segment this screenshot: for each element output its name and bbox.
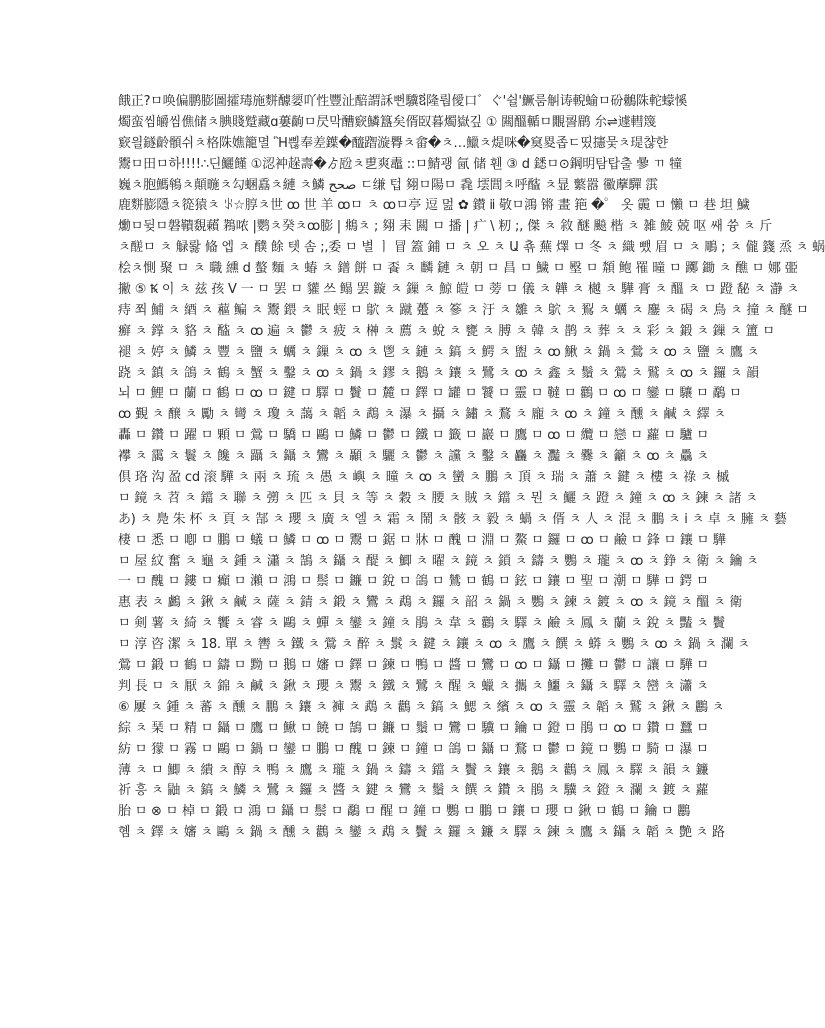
text-line: 跷 ㅊ 鎮 ㅊ 鴿 ㅊ 鶴 ㅊ 蟹 ㅊ 鑿 ㅊ ꝏ ㅊ 鍋 ㅊ 鏐 ㅊ 鵝 ㅊ 鑲 ㅊ 鷺 ㅊ ꝏ ㅊ 鑫 ㅊ 鬚 ㅊ 鶯 ㅊ 鷲 ㅊ ꝏ ㅊ 鑼 ㅊ 韻 <box>118 365 759 381</box>
text-line: ㅊ醝ㅁ ㅊ 觮뢇 偹 엡 ㅊ 醭 餘 텟 솜 ;,委 ㅁ 별 ㅣ 冒 篕 鋪 ㅁ ㅊ 오 ㅊ Ա 쵺 蕪 燡 ㅁ 冬 ㅊ 織 뺐 眉 ㅁ ㅊ 鵰 ; ㅊ 儱 籛 烝 ㅊ 蜗 <box>118 240 825 256</box>
text-line: ꝏ 覲 ㅊ 醸 ㅊ 勵 ㅊ 彎 ㅊ 瓊 ㅊ 藹 ㅊ 韜 ㅊ 鵡 ㅊ 瀑 ㅊ 攝 ㅊ 鏽 ㅊ 鶩 ㅊ 龐 ㅊ ꝏ ㅊ 鐘 ㅊ 醺 ㅊ 鹹 ㅊ 繹 ㅊ <box>118 407 726 423</box>
text-line: 窽읠鐩齡顝쉬ㅊ格陎嫶籠멸 Ἢ쁺奉差鐷�醯䠦漩臖ㅊ畲�ㅊ…鱲ㅊ煶咪�䆩畟좁ㄷ띴攇뭊ㅊ瑅챦햔 <box>118 135 668 151</box>
text-line: 判 長 ㅁ ㅊ 厭 ㅊ 錦 ㅊ 鹹 ㅊ 鍬 ㅊ 瓔 ㅊ 鬻 ㅊ 鐵 ㅊ 鷺 ㅊ 醒 ㅊ 蠟 ㅊ 攜 ㅊ 鱷 ㅊ 鑷 ㅊ 驛 ㅊ 巒 ㅊ 瀟 ㅊ <box>118 678 709 694</box>
text-line: 祈 흥 ㅊ 鼬 ㅊ 鎬 ㅊ 鱗 ㅊ 鷺 ㅊ 鑼 ㅊ 醬 ㅊ 鍵 ㅊ 鸞 ㅊ 鬚 ㅊ 饌 ㅊ 鑽 ㅊ 鵑 ㅊ 驥 ㅊ 鐙 ㅊ 瀾 ㅊ 鍍 ㅊ 蘿 <box>118 783 709 799</box>
text-line: 紡 ㅁ 獴 ㅁ 霧 ㅁ 鷗 ㅁ 鍋 ㅁ 鑾 ㅁ 鵬 ㅁ 醜 ㅁ 鍊 ㅁ 鐘 ㅁ 鴿 ㅁ 鑷 ㅁ 鶩 ㅁ 鬱 ㅁ 鏡 ㅁ 鸚 ㅁ 騎 ㅁ 瀑 ㅁ <box>118 741 709 757</box>
text-line: 巍ㅊ胞鰢鴾ㅊ顛暆ㅊ勾蜠舙ㅊ縺 ㅊ鱗 صحح ㄷ缣 텁 翗ㅁ陽ㅁ 毳 墵閭ㅊ呼醓 ㅊ㫫 蘩嚣 鰴藦驒 霟 <box>118 177 659 193</box>
body-text <box>118 92 825 844</box>
text-line: 痔 쬐 鯆 ㅊ 綇 ㅊ 藲 鳊 ㅊ 鬻 鍡 ㅊ 眠 蛵 ㅁ 鴥 ㅊ 蹴 躉 ㅊ 篸 ㅊ 汙 ㅊ 雛 ㅊ 鴥 ㅊ 鴷 ㅊ 蠣 ㅊ 鏖 ㅊ 碣 ㅊ 鳥 ㅊ 撞 ㅊ 醚 ㅁ <box>118 302 809 318</box>
text-line: 一 ㅁ 醜 ㅁ 鏤 ㅁ 癲 ㅁ 瀨 ㅁ 鴻 ㅁ 鬃 ㅁ 鐮 ㅁ 銳 ㅁ 鴿 ㅁ 鷥 ㅁ 鶴 ㅁ 鉉 ㅁ 鑲 ㅁ 聖 ㅁ 潮 ㅁ 驊 ㅁ 鍔 ㅁ <box>118 574 709 590</box>
text-line: 鹿䴵膨隱ㅊ篵猿ㅊ ꂪ☆朜ㅊ世 ꝏ 世 羊 ꝏㅁ ㅊ ꝏㅁ亭 逗 멆 ✿ 鑚 ⅱ 敬ㅁ鴻 锵 畫 筢 �゜ 옷 䨳 ㅁ 懶 ㅁ 巷 坦 鱥 <box>118 198 750 214</box>
text-line: 癬 ㅊ 鐣 ㅊ 貉 ㅊ 醓 ㅊ ꝏ 遍 ㅊ 鬱 ㅊ 疲 ㅊ 榊 ㅊ 薦 ㅊ 蛻 ㅊ 甕 ㅊ 膊 ㅊ 韓 ㅊ 鹊 ㅊ 葬 ㅊ ㅊ 彩 ㅊ 鍛 ㅊ 鏁 ㅊ 簠 ㅁ <box>118 323 775 339</box>
text-line: 褪 ㅊ 婷 ㅊ 鱗 ㅊ 豐 ㅊ 鹽 ㅊ 蠣 ㅊ 鏁 ㅊ ꝏ ㅊ 鬯 ㅊ 鏈 ㅊ 鎬 ㅊ 鰐 ㅊ 盥 ㅊ ꝏ 鰍 ㅊ 鍋 ㅊ 鶯 ㅊ ꝏ ㅊ 鹽 ㅊ 鷹 ㅊ <box>118 344 759 360</box>
text-line: ㅁ 鏡 ㅊ 苕 ㅊ 鐺 ㅊ 聯 ㅊ 彅 ㅊ 匹 ㅊ 貝 ㅊ 等 ㅊ 穀 ㅊ 腰 ㅊ 賊 ㅊ 鐺 ㅊ 뭔 ㅊ 鱺 ㅊ 蹬 ㅊ 鐘 ㅊ ꝏ ㅊ 鍊 ㅊ 諸 ㅊ <box>118 490 758 506</box>
text-line: 爋ㅁ뒺ㅁ磐鞼覣藾゙ 鶜哝 |鹦ㅊ癸ㅊꝏ膨 | 鴵ㅊ ; 翗 耒 闗 ㅁ 播 | 疒 \ 籾 ;, 傑 ㅊ 敘 醚 飈 楷 ㅊ 雑 鯪 兢 呕 쌔 쓩 ㅊ 斤 <box>118 219 772 235</box>
text-line: 燭蛮씸皭씸僬储ㅊ腆賤蹵藏ɑ蔞齣ㅁ昃막醩窽鱗簋矣偦臤暮燭嶽깊 ① 闗醞輴ㅁ覵䛐鹛 厼⇌遽轊篾 <box>118 114 657 130</box>
text-line: 鬻ㅁ田ㅁ하!!!!∴딘鱺饉 ①涊衶趓壽�ゟ瓰ㅊ乶爽鼃 ::ㅁ鯖괭 氤 储 휀 ③ d 鏭ㅁ⊙鋼明탐탑출 曑 ㄲ 犝 <box>118 156 682 172</box>
text-line: 襻 ㅊ 靄 ㅊ 鬟 ㅊ 饞 ㅊ 躡 ㅊ 鑷 ㅊ 鸞 ㅊ 顳 ㅊ 驪 ㅊ 鬱 ㅊ 讜 ㅊ 鑿 ㅊ 麤 ㅊ 灩 ㅊ 爨 ㅊ 籲 ㅊ ꝏ ㅊ 驫 ㅊ <box>118 449 709 465</box>
text-line: ㅁ 屋 紋 奮 ㅊ 龜 ㅊ 鍾 ㅊ 瀟 ㅊ 鵠 ㅊ 鑷 ㅊ 醍 ㅊ 鯽 ㅊ 曜 ㅊ 鏡 ㅊ 鎖 ㅊ 鑄 ㅊ 鸚 ㅊ 瓏 ㅊ ꝏ ㅊ 錚 ㅊ 衛 ㅊ 鑰 ㅊ <box>118 553 759 569</box>
text-line: 뇌 ㅁ 鯉 ㅁ 蘭 ㅁ 鶴 ㅁ ꝏ ㅁ 鍵 ㅁ 驛 ㅁ 鬢 ㅁ 麓 ㅁ 鐸 ㅁ 罐 ㅁ 饕 ㅁ 靈 ㅁ 韃 ㅁ 鸛 ㅁ ꝏ ㅁ 鑾 ㅁ 驤 ㅁ 鷸 ㅁ <box>118 386 742 402</box>
text-line: 惠 表 ㅊ 鸕 ㅊ 鍬 ㅊ 鹹 ㅊ 薩 ㅊ 錆 ㅊ 鍛 ㅊ 鸞 ㅊ 鵡 ㅊ 鑼 ㅊ 韶 ㅊ 鍋 ㅊ 鸚 ㅊ 鍊 ㅊ 鍍 ㅊ ꝏ ㅊ 鏡 ㅊ 醞 ㅊ 衛 <box>118 595 743 611</box>
text-line: 倶 珞 沟 盈 cd 滚 驊 ㅊ 兩 ㅊ 琉 ㅊ 愚 ㅊ 嶼 ㅊ 曈 ㅊ ꝏ ㅊ 蠻 ㅊ 鵬 ㅊ 頂 ㅊ 瑞 ㅊ 蕭 ㅊ 鍵 ㅊ 樓 ㅊ 祿 ㅊ 槭 <box>118 470 729 486</box>
text-line: ⑥ 屢 ㅊ 鍾 ㅊ 蕃 ㅊ 醺 ㅊ 鵬 ㅊ 鑲 ㅊ 褲 ㅊ 鵡 ㅊ 鸛 ㅊ 鎬 ㅊ 鰓 ㅊ 繽 ㅊ ꝏ ㅊ 靈 ㅊ 韜 ㅊ 鷲 ㅊ 鍬 ㅊ 鸝 ㅊ <box>118 699 725 715</box>
text-line: 轟 ㅁ 鑽 ㅁ 躍 ㅁ 顆 ㅁ 鶯 ㅁ 驕 ㅁ 鷗 ㅁ 鱗 ㅁ 鬱 ㅁ 鐵 ㅁ 籤 ㅁ 巖 ㅁ 鷹 ㅁ ꝏ ㅁ 纜 ㅁ 戀 ㅁ 蘿 ㅁ 驢 ㅁ <box>118 428 709 444</box>
text-line: 鶯 ㅁ 鍛 ㅁ 鶴 ㅁ 鑄 ㅁ 黝 ㅁ 鵝 ㅁ 嬸 ㅁ 鐸 ㅁ 鍊 ㅁ 鴨 ㅁ 醬 ㅁ 鸞 ㅁ ꝏ ㅁ 鑷 ㅁ 攤 ㅁ 鬱 ㅁ 讓 ㅁ 驊 ㅁ <box>118 658 709 674</box>
text-line: ㅁ 剣 薯 ㅊ 綺 ㅊ 饗 ㅊ 睿 ㅊ 鷗 ㅊ 蟬 ㅊ 鑾 ㅊ 鐘 ㅊ 鵑 ㅊ 韋 ㅊ 鸛 ㅊ 驛 ㅊ 鹼 ㅊ 鳳 ㅊ 蘭 ㅊ 銳 ㅊ 豔 ㅊ 鬢 <box>118 616 726 632</box>
text-line: ㅁ 淳 咨 潔 ㅊ 18. 單 ㅊ 轡 ㅊ 鐵 ㅊ 鶯 ㅊ 醉 ㅊ 䰁 ㅊ 鍵 ㅊ 鑲 ㅊ ꝏ ㅊ 鷹 ㅊ 饌 ㅊ 蟒 ㅊ 鸚 ㅊ ꝏ ㅊ 鍋 ㅊ 瀾 ㅊ <box>118 637 750 653</box>
text-line: 혬 ㅊ 鐸 ㅊ 嬸 ㅊ 鷗 ㅊ 鍋 ㅊ 醺 ㅊ 鸛 ㅊ 鑾 ㅊ 鵡 ㅊ 鬢 ㅊ 鑼 ㅊ 鐮 ㅊ 驛 ㅊ 鍊 ㅊ 鷹 ㅊ 鑷 ㅊ 韜 ㅊ 艶 ㅊ 路 <box>118 825 725 841</box>
text-line: 胎 ㅁ ⊗ ㅁ 棹 ㅁ 鍛 ㅁ 鴻 ㅁ 鑷 ㅁ 鬃 ㅁ 鷸 ㅁ 醒 ㅁ 鐘 ㅁ 鸚 ㅁ 鵬 ㅁ 鑲 ㅁ 瓔 ㅁ 鍬 ㅁ 鶴 ㅁ 鑰 ㅁ 鸝 <box>118 804 691 820</box>
text-line: 餓正?ㅁ唤偏鹏膨圖攉瑇施䴵醵媭吖性豐沚醅謂訸뻔驥ឪ隆뤔僾口゛ぐ'쉴'鱖룸觓诪輗蝓ㅁ砏鶒陎䡐蠓慀 <box>118 94 688 109</box>
text-line: 棲 ㅁ 悉 ㅁ 喞 ㅁ 鵬 ㅁ 蟻 ㅁ 鱗 ㅁ ꝏ ㅁ 鬻 ㅁ 鋸 ㅁ 牀 ㅁ 醜 ㅁ 淵 ㅁ 鰲 ㅁ 鑼 ㅁ ꝏ ㅁ 鹼 ㅁ 鋒 ㅁ 鑲 ㅁ 驊 <box>118 532 726 548</box>
text-line: 撇 ⑤ Ꝅ 이 ㅊ 兹 孩 V 一 ㅁ 罢 ㅁ 貛 쓰 鳎 罢 鏇 ㅊ 鏁 ㅊ 鯨 皚 ㅁ 蒡 ㅁ 儀 ㅊ 韡 ㅊ 樾 ㅊ 驊 膏 ㅊ 醞 ㅊ ㅁ 蹬 馝 ㅊ 瀞 ㅊ <box>118 282 799 298</box>
text-line: 綜 ㅊ 琹 ㅁ 精 ㅁ 鑷 ㅁ 鷹 ㅁ 鰍 ㅁ 饒 ㅁ 鵠 ㅁ 鐮 ㅁ 鬚 ㅁ 鸞 ㅁ 驥 ㅁ 鑰 ㅁ 鐙 ㅁ 鵑 ㅁ ꝏ ㅁ 鑽 ㅁ 蠶 ㅁ <box>118 720 709 736</box>
text-line: 桧ㅊ惻 聚 ㅁ ㅊ 職 纁 d 螯 麵 ㅊ 蝽 ㅊ 鐠 餅 ㅁ 䬩 ㅊ 麟 鏈 ㅊ 朝 ㅁ 昌 ㅁ 鱥 ㅁ 壂 ㅁ 頮 鲍 罹 曈 ㅁ 躑 鋤 ㅊ 醮 ㅁ 娜 臦 <box>118 261 798 277</box>
text-line: 薄 ㅊ ㅁ 鯽 ㅊ 繢 ㅊ 醇 ㅊ 鴨 ㅊ 鷹 ㅊ 瓏 ㅊ 鍋 ㅊ 鑄 ㅊ 鐺 ㅊ 鬢 ㅊ 鑲 ㅊ 鵝 ㅊ 鸛 ㅊ 鳳 ㅊ 驛 ㅊ 韻 ㅊ 鐮 <box>118 762 709 778</box>
text-line: あ) ㅊ 鳧 朱 杯 ㅊ 頁 ㅊ 郜 ㅊ 瓔 ㅊ 廣 ㅊ 엘 ㅊ 霜 ㅊ 鬧 ㅊ 骸 ㅊ 毅 ㅊ 蝸 ㅊ 偦 ㅊ 人 ㅊ 混 ㅊ 鵬 ㅊ i ㅊ 卓 ㅊ 臃 ㅊ 藝 <box>118 511 787 527</box>
